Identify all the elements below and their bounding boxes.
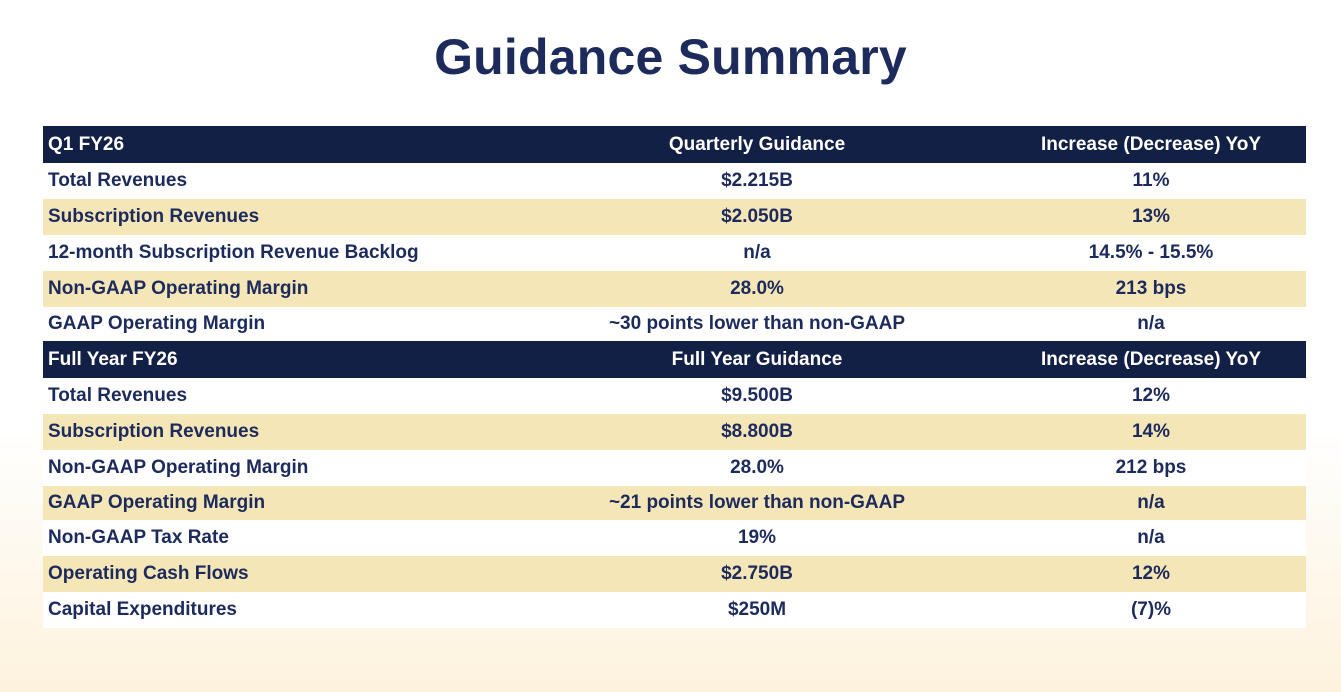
table-row (43, 414, 1306, 450)
row-guidance: 19% (518, 520, 996, 556)
full-year-header-row (43, 341, 1306, 378)
guidance-table (43, 126, 1306, 628)
row-guidance: ~21 points lower than non-GAAP (518, 486, 996, 520)
row-yoy: 12% (996, 378, 1306, 414)
row-label: Subscription Revenues (43, 414, 518, 450)
row-label: Non-GAAP Tax Rate (43, 520, 518, 556)
header-period: Full Year FY26 (43, 341, 518, 378)
row-label: Operating Cash Flows (43, 556, 518, 592)
header-period: Q1 FY26 (43, 126, 518, 163)
header-guidance: Full Year Guidance (518, 341, 996, 378)
row-yoy: n/a (996, 486, 1306, 520)
table-row (43, 556, 1306, 592)
table-row (43, 450, 1306, 486)
row-yoy: (7)% (996, 592, 1306, 628)
row-yoy: 14.5% - 15.5% (996, 235, 1306, 271)
row-yoy: 212 bps (996, 450, 1306, 486)
table-row (43, 271, 1306, 307)
table-row (43, 307, 1306, 341)
table-row (43, 163, 1306, 199)
table-row (43, 486, 1306, 520)
row-label: Capital Expenditures (43, 592, 518, 628)
row-label: Subscription Revenues (43, 199, 518, 235)
header-yoy: Increase (Decrease) YoY (996, 126, 1306, 163)
row-guidance: n/a (518, 235, 996, 271)
row-guidance: 28.0% (518, 271, 996, 307)
page-title: Guidance Summary (434, 29, 907, 85)
table-row (43, 378, 1306, 414)
row-guidance: 28.0% (518, 450, 996, 486)
header-guidance: Quarterly Guidance (518, 126, 996, 163)
row-guidance: $8.800B (518, 414, 996, 450)
row-yoy: 12% (996, 556, 1306, 592)
row-label: GAAP Operating Margin (43, 486, 518, 520)
table-row (43, 235, 1306, 271)
table-row (43, 520, 1306, 556)
row-label: 12-month Subscription Revenue Backlog (43, 235, 518, 271)
row-guidance: $2.050B (518, 199, 996, 235)
row-yoy: 213 bps (996, 271, 1306, 307)
row-guidance: $2.215B (518, 163, 996, 199)
row-label: Total Revenues (43, 378, 518, 414)
table-row (43, 199, 1306, 235)
table-row (43, 592, 1306, 628)
quarterly-header-row (43, 126, 1306, 163)
row-guidance: $250M (518, 592, 996, 628)
row-yoy: 14% (996, 414, 1306, 450)
row-guidance: $2.750B (518, 556, 996, 592)
header-yoy: Increase (Decrease) YoY (996, 341, 1306, 378)
row-yoy: 11% (996, 163, 1306, 199)
row-guidance: $9.500B (518, 378, 996, 414)
row-label: Total Revenues (43, 163, 518, 199)
row-guidance: ~30 points lower than non-GAAP (518, 307, 996, 341)
row-label: GAAP Operating Margin (43, 307, 518, 341)
row-yoy: n/a (996, 520, 1306, 556)
row-yoy: n/a (996, 307, 1306, 341)
row-label: Non-GAAP Operating Margin (43, 271, 518, 307)
row-label: Non-GAAP Operating Margin (43, 450, 518, 486)
row-yoy: 13% (996, 199, 1306, 235)
